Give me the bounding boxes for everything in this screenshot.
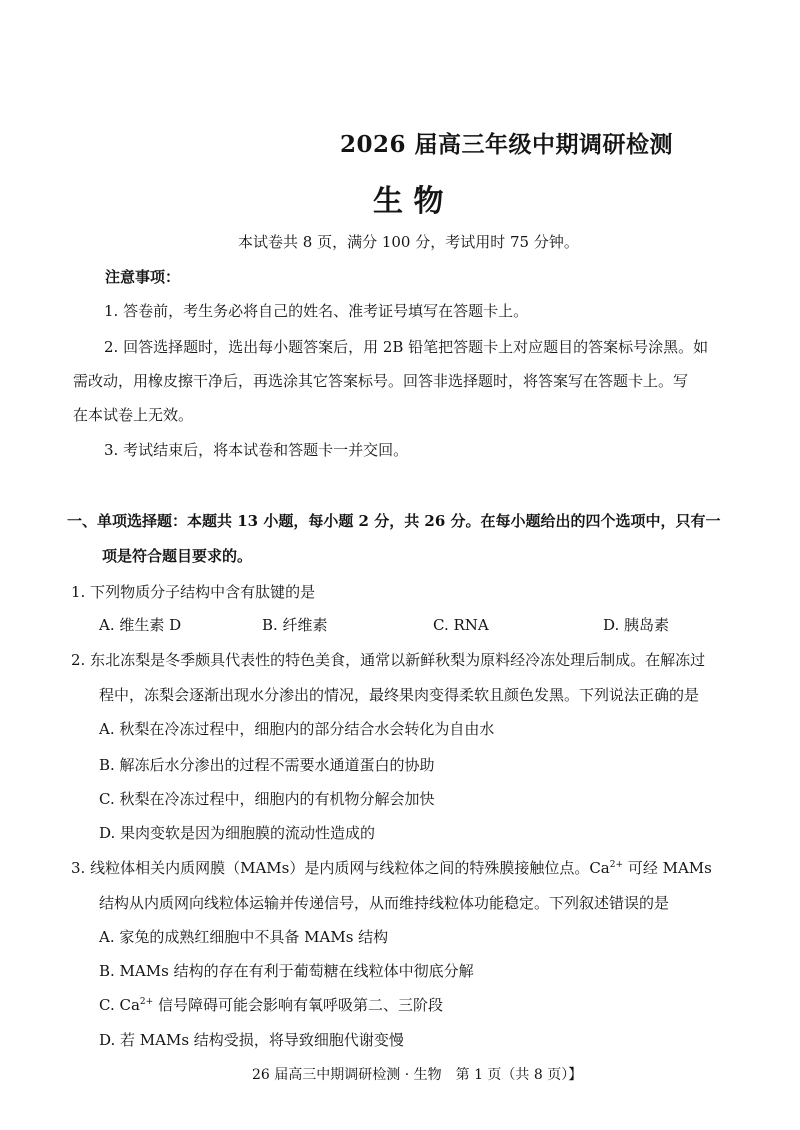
notice-heading: 注意事项： <box>105 268 181 286</box>
notice-item-2-line-2: 需改动，用橡皮擦干净后，再选涂其它答案标号。回答非选择题时，将答案写在答题卡上。写 <box>73 372 689 390</box>
question-1-option-b: B. 纤维素 <box>262 616 328 634</box>
calcium-charge-superscript: 2+ <box>609 860 624 870</box>
section-heading-line-2: 项是符合题目要求的。 <box>102 547 253 565</box>
exam-info: 本试卷共 8 页，满分 100 分，考试用时 75 分钟。 <box>238 233 579 251</box>
question-3-option-c-text-b: 信号障碍可能会影响有氧呼吸第二、三阶段 <box>153 996 443 1014</box>
question-3-option-b: B. MAMs 结构的存在有利于葡萄糖在线粒体中彻底分解 <box>99 962 474 980</box>
exam-title: 2026 届高三年级中期调研检测 <box>340 131 674 158</box>
notice-item-2-line-3: 在本试卷上无效。 <box>73 406 194 424</box>
question-1-option-a: A. 维生素 D <box>99 616 182 634</box>
subject-title: 生 物 <box>373 184 444 219</box>
question-3-option-c <box>99 996 443 1014</box>
question-3-option-c-text-a: C. Ca <box>99 996 140 1014</box>
question-3-option-d: D. 若 MAMs 结构受损，将导致细胞代谢变慢 <box>99 1031 404 1049</box>
notice-item-1: 1. 答卷前，考生务必将自己的姓名、准考证号填写在答题卡上。 <box>104 302 529 320</box>
question-3-stem-line-1 <box>71 859 712 877</box>
question-1-option-c: C. RNA <box>433 616 489 634</box>
question-2-option-d: D. 果肉变软是因为细胞膜的流动性造成的 <box>99 824 376 842</box>
question-2-option-a: A. 秋梨在冷冻过程中，细胞内的部分结合水会转化为自由水 <box>99 720 495 738</box>
question-2-option-c: C. 秋梨在冷冻过程中，细胞内的有机物分解会加快 <box>99 790 435 808</box>
question-2-stem-line-1: 2. 东北冻梨是冬季颇具代表性的特色美食，通常以新鲜秋梨为原料经冷冻处理后制成。在解冻过 <box>71 651 706 669</box>
question-2-option-b: B. 解冻后水分渗出的过程不需要水通道蛋白的协助 <box>99 756 435 774</box>
question-3-option-a: A. 家兔的成熟红细胞中不具备 MAMs 结构 <box>99 928 389 946</box>
section-heading-line-1: 一、单项选择题：本题共 13 小题，每小题 2 分，共 26 分。在每小题给出的四个选项中，只有一 <box>67 512 721 530</box>
page-footer: 26 届高三中期调研检测 · 生物 第 1 页（共 8 页）】 <box>252 1067 583 1083</box>
question-3-stem-text-a: 3. 线粒体相关内质网膜（MAMs）是内质网与线粒体之间的特殊膜接触位点。Ca <box>71 859 610 877</box>
question-3-stem-line-2: 结构从内质网向线粒体运输并传递信号，从而维持线粒体功能稳定。下列叙述错误的是 <box>99 894 670 912</box>
notice-item-2-line-1: 2. 回答选择题时，选出每小题答案后，用 2B 铅笔把答题卡上对应题目的答案标号涂黑。如 <box>104 338 709 356</box>
question-3-stem-text-b: 可经 MAMs <box>623 859 712 877</box>
question-2-stem-line-2: 程中，冻梨会逐渐出现水分渗出的情况，最终果肉变得柔软且颜色发黑。下列说法正确的是 <box>99 686 700 704</box>
calcium-charge-superscript: 2+ <box>139 997 154 1007</box>
question-1-stem: 1. 下列物质分子结构中含有肽键的是 <box>71 583 316 601</box>
notice-item-3: 3. 考试结束后，将本试卷和答题卡一并交回。 <box>104 441 409 459</box>
question-1-option-d: D. 胰岛素 <box>603 616 670 634</box>
